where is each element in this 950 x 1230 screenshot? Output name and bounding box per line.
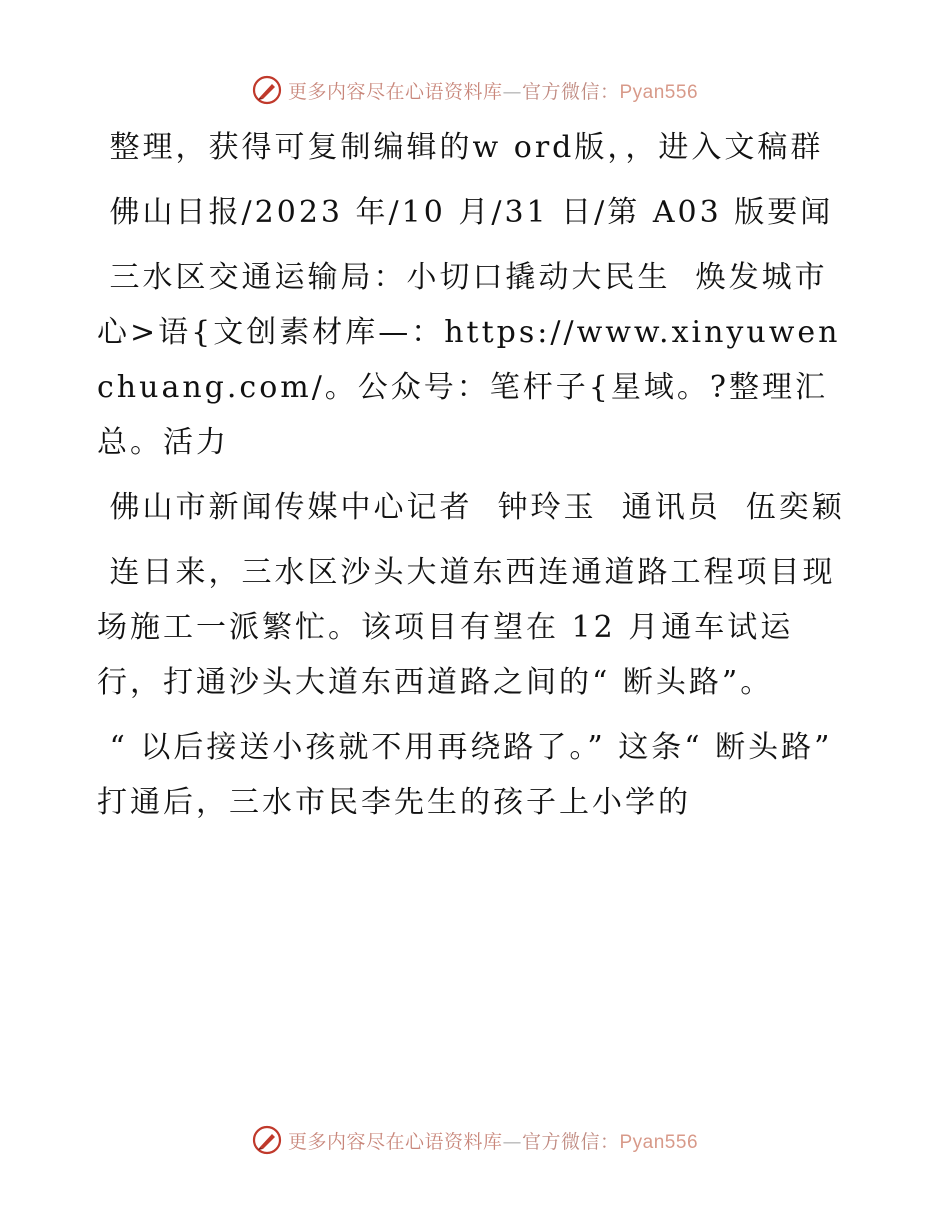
watermark-wechat-id: Pyan556 xyxy=(619,81,699,103)
watermark-wechat-label: 官方微信： xyxy=(521,80,620,103)
document-body xyxy=(97,120,857,840)
watermark-text xyxy=(288,1127,698,1154)
paragraph-source: 佛山日报/2023 年/10 月/31 日/第 A03 版要闻 xyxy=(97,195,834,230)
paragraph-byline: 佛山市新闻传媒中心记者 钟玲玉 通讯员 伍奕颖 xyxy=(97,490,845,525)
paragraph-body-1: 连日来，三水区沙头大道东西连通道路工程项目现场施工一派繁忙。该项目有望在 12 月通车试运行，打通沙头大道东西道路之间的“ 断头路”。 xyxy=(97,555,836,700)
watermark-wechat-id: Pyan556 xyxy=(619,1131,699,1153)
watermark-separator: — xyxy=(502,1130,522,1153)
paragraph-body-2: “ 以后接送小孩就不用再绕路了。” 这条“ 断头路” 打通后，三水市民李先生的孩子上小学的 xyxy=(97,730,846,820)
paragraph-intro: 整理，获得可复制编辑的w ord版，，进入文稿群 xyxy=(97,130,824,165)
pen-logo-icon xyxy=(252,75,282,105)
watermark-footer xyxy=(0,1120,950,1160)
watermark-wechat-label: 官方微信： xyxy=(521,1130,620,1153)
pen-logo-icon xyxy=(252,1125,282,1155)
watermark-header xyxy=(0,70,950,110)
watermark-main: 更多内容尽在心语资料库 xyxy=(287,80,503,103)
watermark-separator: — xyxy=(502,80,522,103)
watermark-main: 更多内容尽在心语资料库 xyxy=(287,1130,503,1153)
paragraph-headline: 三水区交通运输局：小切口撬动大民生 焕发城市心>语{文创素材库—：https://www.xinyuwenchuang.com/。公众号：笔杆子{星域。?整理汇总。活力 xyxy=(97,260,841,460)
watermark-text xyxy=(288,77,698,104)
